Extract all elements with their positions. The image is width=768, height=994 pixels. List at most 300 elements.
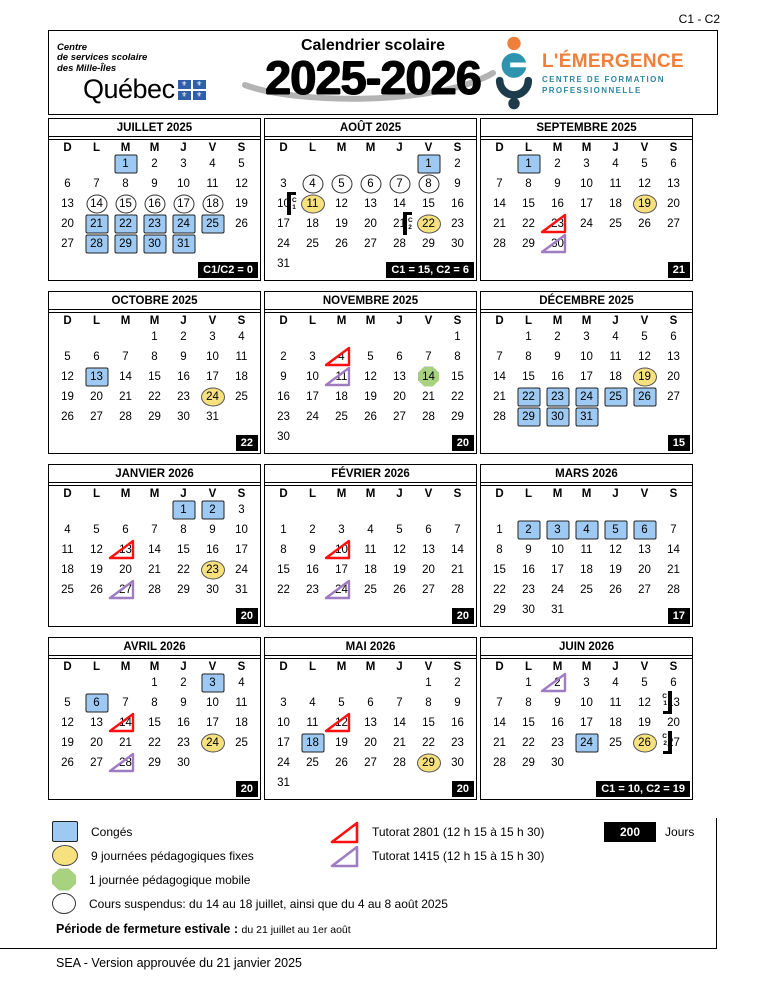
day-number: 22	[422, 736, 435, 749]
day-number: 11	[335, 370, 348, 383]
day-cell	[198, 693, 227, 713]
weekday-header: L	[524, 487, 533, 500]
day-cell	[659, 194, 688, 214]
day-number: 6	[93, 696, 100, 709]
day-number: 25	[235, 390, 248, 403]
day-number: 2	[454, 676, 461, 689]
weekday-header-row	[481, 485, 692, 500]
day-number: 22	[148, 736, 161, 749]
day-number: 23	[277, 410, 290, 423]
day-number: 3	[583, 676, 590, 689]
day-cell	[53, 673, 82, 693]
weekday-header-row	[265, 312, 476, 327]
day-cell	[298, 580, 327, 600]
weekday-header: J	[396, 660, 403, 673]
day-number: 28	[493, 410, 506, 423]
day-cell	[82, 387, 111, 407]
day-cell	[198, 753, 227, 773]
day-number: 6	[64, 177, 71, 190]
day-cell	[327, 254, 356, 274]
day-number: 23	[177, 736, 190, 749]
months-grid	[48, 118, 693, 800]
day-cell	[543, 753, 572, 773]
day-number: 29	[422, 237, 435, 250]
day-cell	[198, 234, 227, 254]
day-cell	[140, 194, 169, 214]
day-cell	[169, 154, 198, 174]
day-number: 20	[422, 563, 435, 576]
week-row	[267, 407, 474, 427]
day-number: 19	[61, 390, 74, 403]
day-number: 22	[422, 217, 435, 230]
day-number: 24	[335, 583, 348, 596]
school-board-line: de services scolaire	[57, 52, 148, 64]
week-row	[483, 154, 690, 174]
day-number: 12	[609, 543, 622, 556]
week-row	[267, 673, 474, 693]
day-number: 29	[451, 410, 464, 423]
day-cell	[82, 367, 111, 387]
day-cell	[601, 713, 630, 733]
day-cell	[298, 773, 327, 793]
day-cell	[111, 174, 140, 194]
day-cell	[601, 733, 630, 753]
day-number: 29	[148, 410, 161, 423]
day-number: 13	[61, 197, 74, 210]
week-row	[483, 753, 690, 773]
day-cell	[298, 407, 327, 427]
day-cell	[443, 407, 472, 427]
day-cell	[82, 580, 111, 600]
week-row	[483, 500, 690, 520]
day-cell	[414, 387, 443, 407]
day-cell	[443, 327, 472, 347]
day-cell	[601, 520, 630, 540]
day-number: 7	[396, 177, 403, 190]
day-number: 1	[425, 676, 432, 689]
weekday-header: M	[120, 314, 131, 327]
day-number: 5	[612, 523, 619, 536]
week-row	[51, 540, 258, 560]
day-number: 3	[309, 350, 316, 363]
day-number: 13	[667, 696, 680, 709]
day-cell	[327, 407, 356, 427]
day-cell	[601, 673, 630, 693]
week-row	[51, 693, 258, 713]
day-number: 14	[451, 543, 464, 556]
day-count-badge: 15	[668, 435, 690, 451]
tutorat-purple-triangle-icon	[540, 233, 568, 254]
day-number: 11	[206, 177, 219, 190]
month-octobre-2025	[48, 291, 261, 454]
day-number: 2	[180, 330, 187, 343]
day-number: 19	[638, 197, 651, 210]
day-cell	[140, 673, 169, 693]
week-row	[483, 580, 690, 600]
day-cell	[327, 560, 356, 580]
day-number: 20	[638, 563, 651, 576]
week-row	[267, 520, 474, 540]
week-row	[483, 540, 690, 560]
week-row	[267, 693, 474, 713]
day-cell	[414, 773, 443, 793]
week-row	[51, 327, 258, 347]
tutorat-red-triangle-icon	[324, 539, 352, 560]
day-cell	[169, 753, 198, 773]
legend-middle-column	[330, 820, 544, 868]
day-number: 2	[280, 350, 287, 363]
day-cell	[414, 367, 443, 387]
day-number: 3	[583, 330, 590, 343]
day-number: 9	[454, 696, 461, 709]
day-cell	[601, 194, 630, 214]
day-cell	[443, 387, 472, 407]
day-cell	[414, 234, 443, 254]
day-cell	[514, 367, 543, 387]
day-cell	[198, 520, 227, 540]
day-number: 4	[309, 696, 316, 709]
day-cell	[269, 540, 298, 560]
day-number: 3	[583, 157, 590, 170]
day-cell	[169, 194, 198, 214]
jours-label: Jours	[665, 824, 695, 839]
day-number: 15	[177, 543, 190, 556]
day-number: 21	[493, 390, 506, 403]
day-number: 12	[335, 716, 348, 729]
day-number: 27	[90, 410, 103, 423]
day-number: 7	[122, 350, 129, 363]
day-number: 30	[277, 430, 290, 443]
day-cell	[443, 540, 472, 560]
day-number: 12	[235, 177, 248, 190]
day-cell	[572, 407, 601, 427]
day-cell	[443, 673, 472, 693]
day-cell	[514, 347, 543, 367]
day-cell	[298, 387, 327, 407]
day-number: 31	[277, 776, 290, 789]
day-cell	[572, 693, 601, 713]
day-cell	[269, 347, 298, 367]
day-number: 17	[277, 217, 290, 230]
month-fevrier-2026	[264, 464, 477, 627]
day-cell	[514, 753, 543, 773]
day-number: 28	[451, 583, 464, 596]
day-cell	[414, 500, 443, 520]
weekday-header: J	[612, 660, 619, 673]
day-cell	[356, 194, 385, 214]
day-cell	[327, 673, 356, 693]
week-row	[51, 580, 258, 600]
day-number: 10	[277, 197, 290, 210]
day-cell	[414, 693, 443, 713]
weekday-header: V	[424, 660, 433, 673]
weekday-header: M	[149, 141, 160, 154]
day-number: 21	[119, 390, 132, 403]
day-cell	[514, 214, 543, 234]
weekday-header: L	[308, 141, 317, 154]
day-cell	[269, 234, 298, 254]
day-cell	[198, 327, 227, 347]
day-number: 28	[493, 237, 506, 250]
week-row	[51, 753, 258, 773]
day-cell	[543, 713, 572, 733]
day-cell	[292, 194, 327, 214]
week-row	[267, 500, 474, 520]
weekday-header: J	[180, 660, 187, 673]
day-cell	[356, 407, 385, 427]
day-number: 21	[451, 563, 464, 576]
day-cell	[53, 154, 82, 174]
day-cell	[414, 733, 443, 753]
cycle-corner-label: C1 - C2	[678, 12, 720, 26]
day-number: 16	[148, 197, 161, 210]
day-cell	[198, 540, 227, 560]
day-cell	[169, 387, 198, 407]
day-number: 3	[238, 503, 245, 516]
day-cell	[543, 540, 572, 560]
day-cell	[514, 600, 543, 620]
week-row	[483, 407, 690, 427]
week-row	[483, 713, 690, 733]
weekday-header: S	[453, 487, 462, 500]
day-cell	[485, 387, 514, 407]
day-cell	[269, 773, 298, 793]
day-cell	[53, 407, 82, 427]
day-cell	[630, 713, 659, 733]
weekday-header: M	[365, 660, 376, 673]
day-cell	[630, 753, 659, 773]
day-cell	[356, 154, 385, 174]
day-number: 16	[306, 563, 319, 576]
day-number: 24	[277, 237, 290, 250]
day-cell	[385, 673, 414, 693]
month-title: AVRIL 2026	[49, 638, 260, 656]
day-cell	[385, 327, 414, 347]
day-number: 30	[451, 756, 464, 769]
day-cell	[82, 693, 111, 713]
weekday-header: D	[63, 660, 72, 673]
day-number: 10	[306, 370, 319, 383]
day-number: 27	[364, 237, 377, 250]
day-number: 29	[119, 237, 132, 250]
weekday-header: D	[495, 314, 504, 327]
day-cell	[514, 174, 543, 194]
day-number: 22	[522, 736, 535, 749]
day-number: 3	[280, 177, 287, 190]
day-number: 7	[670, 523, 677, 536]
day-number: 25	[235, 736, 248, 749]
day-cell	[82, 154, 111, 174]
month-mars-2026	[480, 464, 693, 627]
conge-square-icon	[52, 821, 78, 842]
day-cell	[601, 154, 630, 174]
day-cell	[543, 154, 572, 174]
day-cell	[111, 673, 140, 693]
day-cell	[140, 407, 169, 427]
day-number: 24	[551, 583, 564, 596]
day-number: 26	[609, 583, 622, 596]
week-row	[483, 174, 690, 194]
day-cell	[198, 580, 227, 600]
day-cell	[53, 194, 82, 214]
day-number: 4	[64, 523, 71, 536]
day-cell	[356, 174, 385, 194]
weekday-header: M	[149, 314, 160, 327]
day-number: 20	[667, 716, 680, 729]
day-number: 19	[609, 563, 622, 576]
day-cell	[659, 713, 688, 733]
day-number: 4	[238, 330, 245, 343]
day-cell	[543, 673, 572, 693]
day-cell	[543, 327, 572, 347]
weekday-header: V	[640, 314, 649, 327]
day-cell	[169, 540, 198, 560]
legend-right-column	[604, 820, 694, 844]
day-cell	[327, 367, 356, 387]
day-number: 13	[638, 543, 651, 556]
week-row	[51, 733, 258, 753]
day-cell	[269, 407, 298, 427]
day-number: 29	[522, 237, 535, 250]
day-number: 11	[580, 543, 593, 556]
day-cell	[169, 407, 198, 427]
day-cell	[140, 367, 169, 387]
legend	[52, 820, 718, 922]
day-number: 16	[451, 197, 464, 210]
day-count-badge: 20	[452, 608, 474, 624]
day-number: 19	[61, 736, 74, 749]
day-number: 15	[148, 370, 161, 383]
day-number: 18	[235, 716, 248, 729]
day-number: 23	[451, 736, 464, 749]
day-cell	[443, 693, 472, 713]
day-number: 15	[422, 716, 435, 729]
day-cell	[269, 327, 298, 347]
week-row	[51, 520, 258, 540]
day-number: 27	[422, 583, 435, 596]
legend-label: Congés	[91, 824, 133, 839]
day-number: 13	[90, 370, 103, 383]
day-cell	[298, 500, 327, 520]
weekday-header: V	[640, 487, 649, 500]
day-number: 18	[609, 197, 622, 210]
day-cell	[659, 673, 688, 693]
day-cell	[630, 387, 659, 407]
day-cell	[356, 427, 385, 447]
header	[48, 30, 718, 115]
day-number: 25	[609, 390, 622, 403]
weekday-header: V	[208, 314, 217, 327]
day-number: 8	[496, 543, 503, 556]
day-cell	[198, 500, 227, 520]
weekday-header: J	[180, 141, 187, 154]
day-cell	[659, 387, 688, 407]
day-number: 11	[609, 350, 622, 363]
month-title: NOVEMBRE 2025	[265, 292, 476, 310]
day-number: 20	[364, 736, 377, 749]
day-cell	[269, 673, 298, 693]
day-cell	[572, 520, 601, 540]
day-number: 10	[580, 696, 593, 709]
day-cell	[82, 673, 111, 693]
day-number: 25	[335, 410, 348, 423]
day-number: 6	[425, 523, 432, 536]
day-cell	[572, 327, 601, 347]
day-cell	[111, 500, 140, 520]
day-number: 17	[580, 716, 593, 729]
day-cell	[82, 234, 111, 254]
day-number: 9	[180, 350, 187, 363]
day-cell	[227, 214, 256, 234]
month-title: DÉCEMBRE 2025	[481, 292, 692, 310]
day-number: 22	[522, 217, 535, 230]
day-number: 3	[280, 696, 287, 709]
month-decembre-2025	[480, 291, 693, 454]
emergence-subtitle: PROFESSIONNELLE	[542, 85, 642, 95]
day-number: 8	[180, 523, 187, 536]
day-number: 11	[306, 716, 319, 729]
day-cell	[630, 673, 659, 693]
day-cell	[53, 500, 82, 520]
weekday-header: M	[336, 314, 347, 327]
day-cell	[198, 174, 227, 194]
weekday-header: D	[63, 314, 72, 327]
day-cell	[327, 713, 356, 733]
day-number: 28	[393, 756, 406, 769]
day-cell	[198, 560, 227, 580]
day-number: 5	[396, 523, 403, 536]
day-number: 7	[425, 350, 432, 363]
day-cell	[543, 387, 572, 407]
day-number: 21	[393, 217, 406, 230]
day-cell	[298, 753, 327, 773]
day-cell	[327, 540, 356, 560]
day-number: 21	[393, 736, 406, 749]
day-cell	[140, 560, 169, 580]
day-cell	[327, 520, 356, 540]
weekday-header-row	[265, 485, 476, 500]
day-number: 25	[609, 736, 622, 749]
day-cell	[227, 387, 256, 407]
day-cell	[140, 580, 169, 600]
day-cell	[485, 673, 514, 693]
day-cell	[227, 327, 256, 347]
day-cell	[111, 154, 140, 174]
tutorat-red-triangle-icon	[324, 712, 352, 733]
day-number: 6	[367, 696, 374, 709]
day-cell	[443, 194, 472, 214]
day-number: 25	[61, 583, 74, 596]
weekday-header: S	[669, 660, 678, 673]
week-row	[483, 520, 690, 540]
day-number: 10	[580, 350, 593, 363]
legend-label: 9 journées pédagogiques fixes	[91, 848, 254, 863]
day-number: 30	[148, 237, 161, 250]
day-cell	[572, 194, 601, 214]
day-number: 9	[525, 543, 532, 556]
day-cell	[659, 234, 688, 254]
legend-item-jours	[604, 820, 694, 843]
tutorat-red-triangle-icon	[108, 712, 136, 733]
day-cell	[327, 154, 356, 174]
day-number: 1	[525, 330, 532, 343]
day-number: 23	[522, 583, 535, 596]
quebec-flag-icon	[178, 80, 206, 100]
week-row	[483, 234, 690, 254]
day-cell	[227, 540, 256, 560]
day-cell	[485, 580, 514, 600]
week-row	[267, 174, 474, 194]
